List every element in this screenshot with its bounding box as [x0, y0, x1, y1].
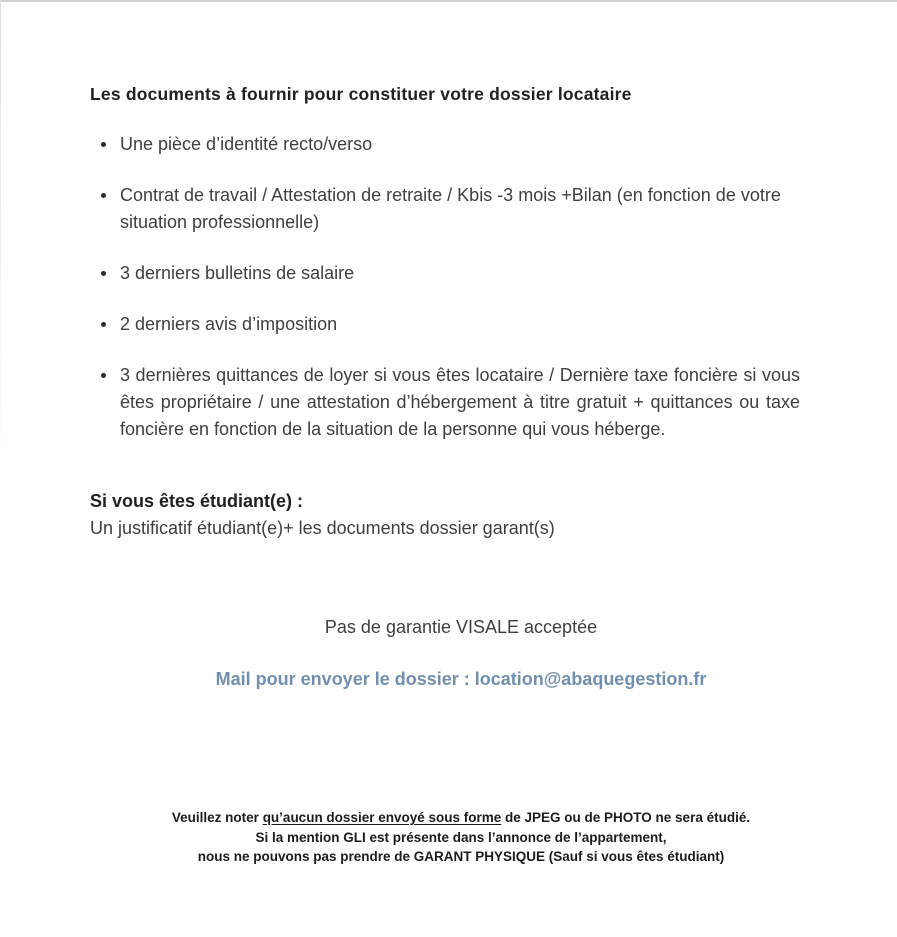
page-left-border — [0, 0, 1, 470]
list-item — [90, 260, 800, 287]
list-item — [90, 182, 800, 236]
bullet-dot-icon — [101, 271, 106, 276]
mail-instruction-line — [90, 669, 832, 690]
bullet-dot-icon — [101, 193, 106, 198]
footer-warning — [90, 808, 832, 867]
list-item-text: 3 derniers bulletins de salaire — [120, 263, 355, 283]
student-section-text: Un justificatif étudiant(e)+ les documents dossier garant(s) — [90, 518, 555, 538]
required-documents-list — [90, 131, 832, 443]
list-item-text: 3 dernières quittances de loyer si vous êtes locataire / Dernière taxe foncière si vous êtes propriétaire / une attestation d’hébergement à titre gratuit + quittances ou taxe foncière en fonction de la situation de la personne qui vous héberge. — [120, 365, 800, 439]
visale-note: Pas de garantie VISALE acceptée — [324, 617, 598, 637]
list-item-text: 2 derniers avis d’imposition — [120, 314, 338, 334]
contact-email-link[interactable]: location@abaquegestion.fr — [474, 669, 707, 689]
footer-warning-line1 — [90, 808, 832, 828]
list-item — [90, 362, 800, 443]
list-item-text: Contrat de travail / Attestation de retraite / Kbis -3 mois +Bilan (en fonction de votre situation professionnelle) — [120, 185, 781, 232]
student-section-heading: Si vous êtes étudiant(e) : — [90, 491, 304, 511]
list-item — [90, 131, 800, 158]
footer-line1-suffix: de JPEG ou de PHOTO ne sera étudié. — [501, 810, 751, 825]
bullet-dot-icon — [101, 373, 106, 378]
mail-instruction-label: Mail pour envoyer le dossier : — [215, 669, 475, 689]
footer-line1-underlined: qu’aucun dossier envoyé sous forme — [262, 810, 502, 825]
footer-line1-prefix: Veuillez noter — [171, 810, 263, 825]
bullet-dot-icon — [101, 322, 106, 327]
list-item-text: Une pièce d’identité recto/verso — [120, 134, 373, 154]
list-item — [90, 311, 800, 338]
bullet-dot-icon — [101, 142, 106, 147]
page-title: Les documents à fournir pour constituer votre dossier locataire — [90, 84, 632, 104]
footer-warning-line3: nous ne pouvons pas prendre de GARANT PHYSIQUE (Sauf si vous êtes étudiant) — [197, 849, 725, 864]
footer-warning-line2: Si la mention GLI est présente dans l’annonce de l’appartement, — [255, 829, 667, 845]
document-body — [90, 0, 832, 867]
